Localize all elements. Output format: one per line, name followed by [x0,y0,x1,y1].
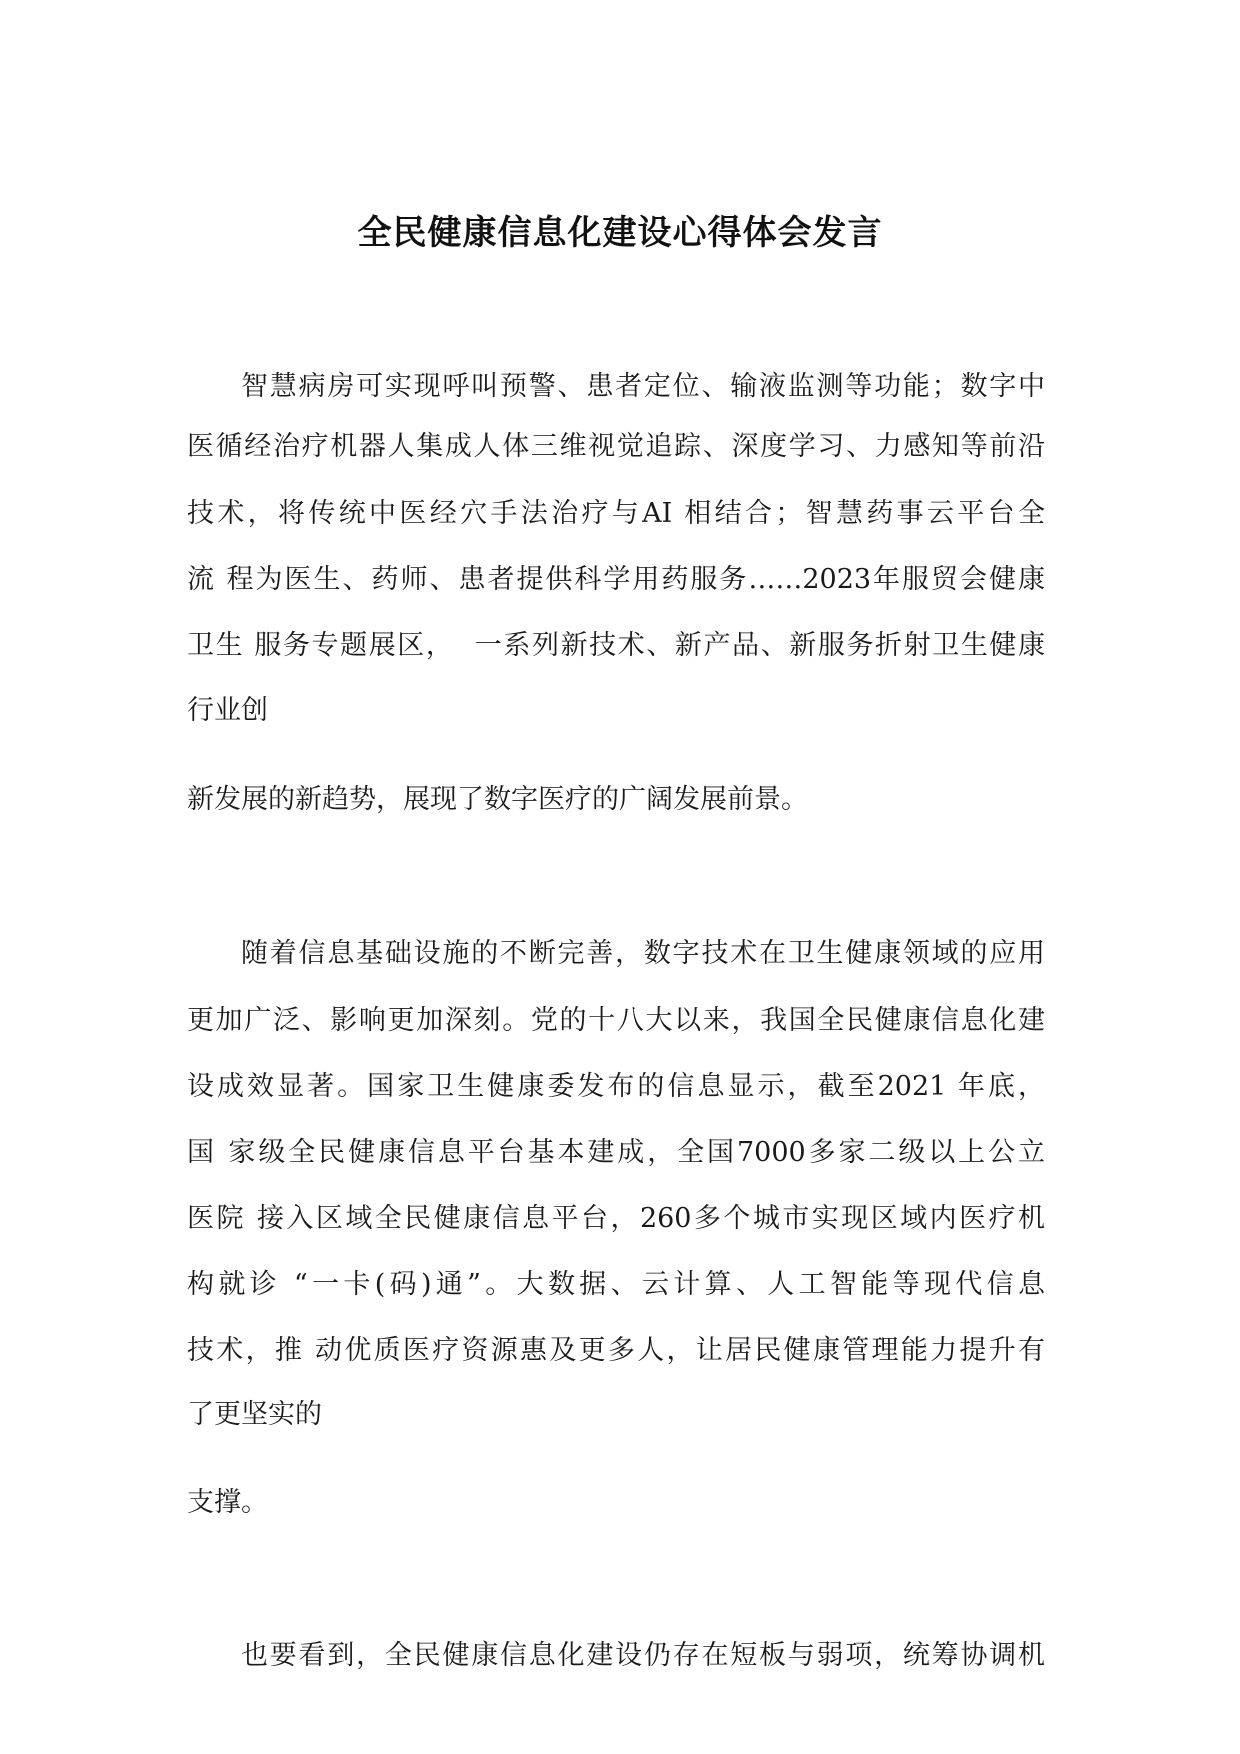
paragraph-line: 更加广泛、影响更加深刻。党的十八大以来，我国全民健康信息化建 [187,1005,1045,1036]
paragraph-line: 了更坚实的 [187,1399,322,1430]
paragraph-line: 智慧病房可实现呼叫预警、患者定位、输液监测等功能；数字中 [241,371,1045,402]
paragraph-line: 医院 接入区域全民健康信息平台，260多个城市实现区域内医疗机 [187,1203,1045,1234]
paragraph-line: 支撑。 [187,1487,268,1518]
paragraph-line: 新发展的新趋势，展现了数字医疗的广阔发展前景。 [187,784,808,815]
paragraph-line: 卫生 服务专题展区， 一系列新技术、新产品、新服务折射卫生健康 [187,630,1045,661]
paragraph-line: 也要看到，全民健康信息化建设仍存在短板与弱项，统筹协调机 [241,1640,1045,1671]
paragraph-line: 技术，将传统中医经穴手法治疗与AI 相结合；智慧药事云平台全 [187,498,1045,529]
paragraph-line: 技术，推 动优质医疗资源惠及更多人，让居民健康管理能力提升有 [187,1335,1045,1366]
paragraph-line: 医循经治疗机器人集成人体三维视觉追踪、深度学习、力感知等前沿 [187,431,1045,462]
paragraph-line: 随着信息基础设施的不断完善，数字技术在卫生健康领域的应用 [241,938,1045,969]
paragraph-line: 行业创 [187,695,268,726]
document-title: 全民健康信息化建设心得体会发言 [357,213,883,253]
paragraph-line: 设成效显著。国家卫生健康委发布的信息显示，截至2021 年底， [187,1071,1045,1102]
paragraph-line: 流 程为医生、药师、患者提供科学用药服务……2023年服贸会健康 [187,564,1045,595]
paragraph-line: 国 家级全民健康信息平台基本建成，全国7000多家二级以上公立 [187,1137,1045,1168]
paragraph-line: 构就诊 “一卡(码)通”。大数据、云计算、人工智能等现代信息 [187,1269,1045,1300]
